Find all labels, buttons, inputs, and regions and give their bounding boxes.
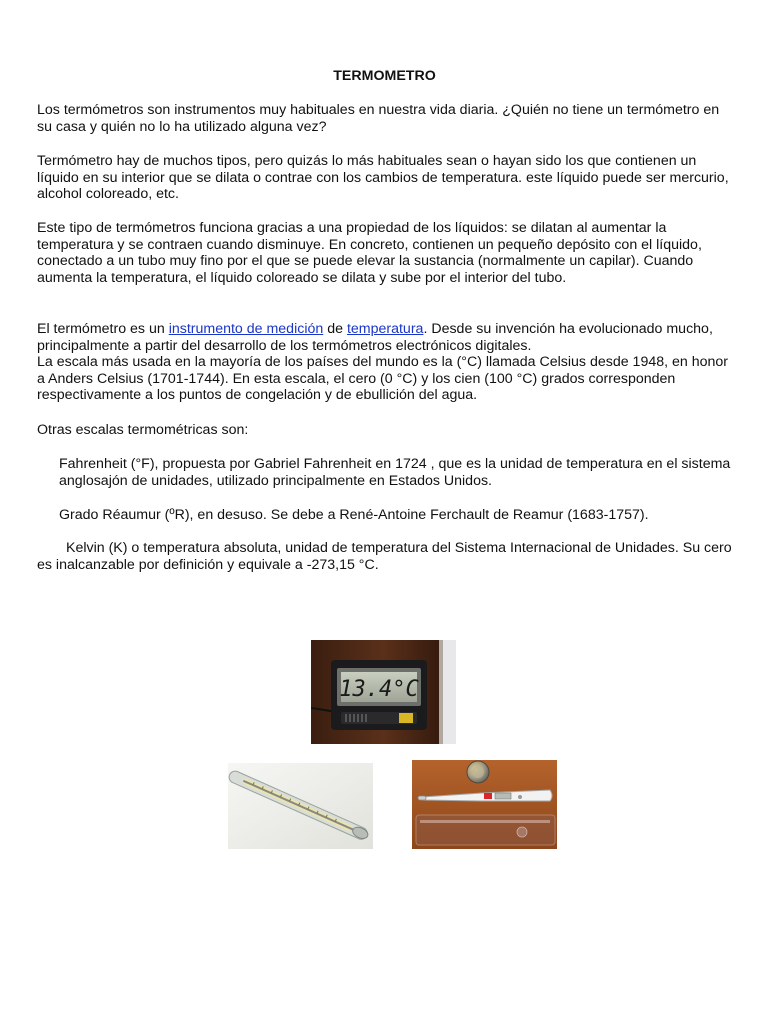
paragraph-other-scales: Otras escalas termométricas son: xyxy=(37,422,249,438)
glass-thermometer-photo xyxy=(228,763,373,849)
definition-text-mid: de xyxy=(323,321,347,337)
clinical-thermometer-photo xyxy=(412,760,557,849)
paragraph-kelvin xyxy=(37,540,732,573)
digital-thermometer-photo xyxy=(311,640,456,744)
document-title: TERMOMETRO xyxy=(333,68,436,84)
glass-thermometer-image xyxy=(228,763,373,849)
lcd-reading: 13.4°C xyxy=(339,677,419,702)
paragraph-types: Termómetro hay de muchos tipos, pero quizás lo más habituales sean o hayan sido los que contienen un líquido en su interior que se dilata o contrae con los cambios de temperatura. este líquido puede ser mercurio, alcohol coloreado, etc. xyxy=(37,153,729,203)
paragraph-operation: Este tipo de termómetros funciona gracias a una propiedad de los líquidos: se dilatan al aumentar la temperatura y se contraen cuando disminuye. En concreto, contienen un pequeño depósito con el líquido, conectado a un tubo muy fino por el que se puede elevar la sustancia (normalmente un capilar). Cuando aumenta la temperatura, el líquido coloreado se dilata y sube por el interior del tubo. xyxy=(37,220,702,286)
definition-text-end: . Desde su invención ha evolucionado mucho, principalmente a partir del desarrollo de los termómetros electrónicos digitales. xyxy=(37,321,713,354)
paragraph-reaumur: Grado Réaumur (ºR), en desuso. Se debe a René-Antoine Ferchault de Reamur (1683-1757). xyxy=(59,507,649,523)
paragraph-definition xyxy=(37,321,732,354)
kelvin-text: Kelvin (K) o temperatura absoluta, unidad de temperatura del Sistema Internacional de Unidades. Su cero es inalcanzable por definición y equivale a -273,15 °C. xyxy=(37,540,732,573)
definition-text-start: El termómetro es un xyxy=(37,321,169,337)
paragraph-fahrenheit: Fahrenheit (°F), propuesta por Gabriel Fahrenheit en 1724 , que es la unidad de temperatura en el sistema anglosajón de unidades, utilizado principalmente en Estados Unidos. xyxy=(59,456,731,489)
paragraph-intro: Los termómetros son instrumentos muy habituales en nuestra vida diaria. ¿Quién no tiene un termómetro en su casa y quién no lo ha utilizado alguna vez? xyxy=(37,102,720,135)
link-temperatura[interactable]: temperatura xyxy=(346,321,424,337)
clinical-thermometer-image xyxy=(412,760,557,849)
digital-thermometer-image xyxy=(311,640,456,744)
paragraph-celsius: La escala más usada en la mayoría de los países del mundo es la (°C) llamada Celsius desde 1948, en honor a Anders Celsius (1701-1744). En esta escala, el cero (0 °C) y los cien (100 °C) grados corresponden respectivamente a los puntos de congelación y de ebullición del agua. xyxy=(37,354,729,404)
link-instrumento-de-medicion[interactable]: instrumento de medición xyxy=(168,321,324,337)
